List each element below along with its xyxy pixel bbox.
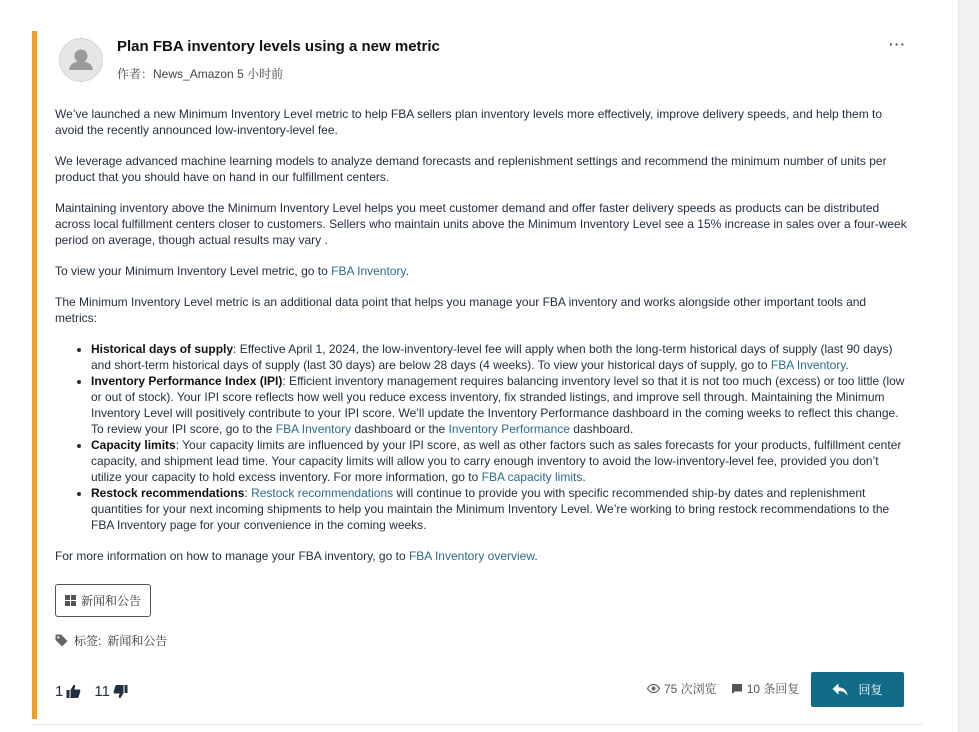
paragraph: To view your Minimum Inventory Level metric, go to FBA Inventory. — [55, 264, 409, 278]
more-options-button[interactable]: ··· — [889, 36, 906, 52]
post-title: Plan FBA inventory levels using a new metric — [117, 38, 440, 55]
bullet-list — [55, 341, 907, 533]
grid-icon — [65, 595, 76, 606]
category-button[interactable] — [55, 584, 151, 617]
post-card — [32, 31, 927, 719]
fba-inventory-link[interactable]: FBA Inventory — [770, 358, 846, 372]
capacity-limits-link[interactable]: FBA capacity limits — [481, 470, 583, 484]
reply-arrow-icon — [832, 683, 848, 696]
reply-count — [731, 680, 800, 697]
tags-label: 标签: — [74, 634, 102, 648]
paragraph: Maintaining inventory above the Minimum Inventory Level helps you meet customer demand and offer faster delivery speeds as products can be distributed across local fulfillment centers closer to customers. Sellers who maintain units above the Minimum Inventory Level see a 15% increase in sales over a four-week period on average, though actual results may vary . — [55, 201, 907, 247]
thumbs-down-icon — [113, 684, 128, 699]
byline-prefix: 作者： — [117, 67, 154, 81]
post-body — [55, 106, 907, 579]
post-byline — [117, 65, 283, 82]
paragraph: For more information on how to manage your FBA inventory, go to FBA Inventory overview. — [55, 549, 538, 563]
downvote-count: 11 — [94, 683, 110, 700]
fba-inventory-link[interactable]: FBA Inventory — [331, 264, 406, 278]
paragraph: We leverage advanced machine learning models to analyze demand forecasts and replenishment settings and recommend the minimum number of units per product that you should have on hand in our fulfillment centers. — [55, 154, 887, 184]
vote-controls — [55, 683, 128, 700]
reply-button-label: 回复 — [858, 683, 883, 697]
inventory-performance-link[interactable]: Inventory Performance — [448, 422, 570, 436]
upvote-count: 1 — [55, 683, 64, 700]
post-time: 5 小时前 — [237, 67, 284, 81]
fba-inventory-link[interactable]: FBA Inventory — [275, 422, 352, 436]
user-icon — [60, 39, 102, 81]
thumbs-up-icon — [66, 684, 81, 699]
tag-icon — [55, 634, 68, 647]
reply-button[interactable] — [811, 672, 904, 707]
reply-count-text: 10 条回复 — [746, 682, 800, 696]
category-label: 新闻和公告 — [81, 594, 142, 608]
tag-link[interactable]: 新闻和公告 — [107, 634, 168, 648]
tags-row — [55, 632, 167, 649]
paragraph: We’ve launched a new Minimum Inventory Level metric to help FBA sellers plan inventory levels more effectively, improve delivery speeds, and help them to avoid the recently announced low-inventory-level fee. — [55, 107, 883, 137]
list-item: • Capacity limits: Your capacity limits are influenced by your IPI score, as well as other factors such as sales forecasts for your products, fulfillment center capacity, and shipment lead time. Your capacity limits will allow you to carry enough inventory to avoid the low-inventory-level fee, provided you don’t utilize your capacity to hold excess inventory. For more information, go to FBA capacity limits. — [91, 437, 907, 485]
avatar[interactable] — [59, 38, 103, 82]
view-count — [647, 680, 717, 697]
fba-inventory-overview-link[interactable]: FBA Inventory overview — [408, 549, 535, 563]
paragraph: The Minimum Inventory Level metric is an additional data point that helps you manage your FBA inventory and works alongside other important tools and metrics: — [55, 295, 867, 325]
view-count-text: 75 次浏览 — [664, 682, 717, 696]
downvote-button[interactable] — [94, 683, 128, 700]
list-item: • Historical days of supply: Effective April 1, 2024, the low-inventory-level fee will apply when both the long-term historical days of supply (last 90 days) and short-term historical days of supply (last 30 days) are below 28 days (4 weeks). To view your historical days of supply, go to FBA Inventory. — [91, 341, 907, 373]
list-item: • Restock recommendations: Restock recommendations will continue to provide you with specific recommended ship-by dates and replenishment quantities for your next incoming shipments to help you maintain the Minimum Inventory Level. We’re working to bring restock recommendations to the FBA Inventory page for your convenience in the coming weeks. — [91, 485, 907, 533]
comment-icon — [731, 683, 743, 695]
post-stats — [647, 680, 799, 697]
restock-recommendations-link[interactable]: Restock recommendations — [251, 486, 394, 500]
page-scrollbar[interactable] — [958, 0, 979, 732]
author-link[interactable]: News_Amazon — [153, 67, 234, 81]
upvote-button[interactable] — [55, 683, 81, 700]
list-item: • Inventory Performance Index (IPI): Efficient inventory management requires balancing inventory level so that it is not too much (excess) or too little (low or out of stock). Your IPI score reflects how well you reduce excess inventory, fix stranded listings, and improve sell through. Maintaining the Minimum Inventory Level will positively contribute to your IPI score. We’ll update the Inventory Performance dashboard in the coming weeks to reflect this change. To review your IPI score, go to the FBA Inventory dashboard or the Inventory Performance dashboard. — [91, 373, 907, 437]
divider — [32, 724, 922, 725]
eye-icon — [647, 684, 660, 693]
